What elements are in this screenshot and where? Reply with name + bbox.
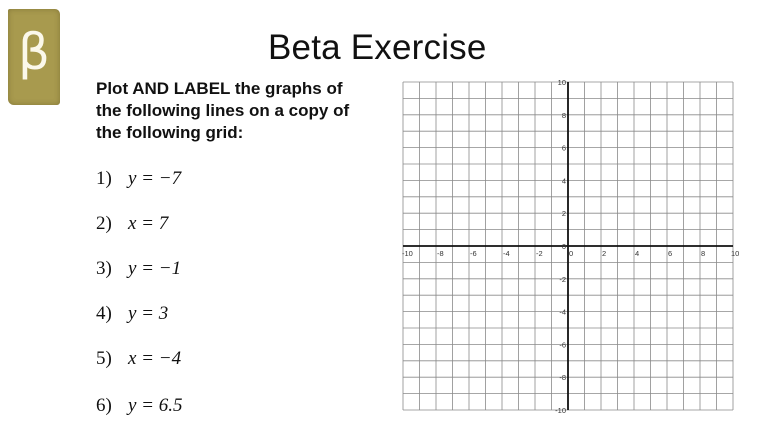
- x-tick-label: 4: [635, 249, 640, 258]
- y-tick-label: -6: [559, 340, 566, 350]
- x-tick-label: 8: [701, 249, 706, 258]
- question-equation: x = 7: [128, 213, 169, 234]
- y-tick-label: -2: [559, 274, 566, 284]
- y-tick-label: 8: [561, 110, 566, 120]
- y-tick-label: 10: [557, 78, 566, 87]
- question-equation: y = −7: [128, 168, 182, 189]
- x-tick-label: -4: [503, 249, 510, 258]
- question-number: 1): [96, 168, 112, 189]
- y-tick-label: -8: [559, 373, 566, 383]
- instructions-text: Plot AND LABEL the graphs of the following lines on a copy of the following grid:: [96, 79, 350, 142]
- y-tick-label: 6: [561, 143, 566, 153]
- y-tick-label: -10: [555, 406, 566, 415]
- question-number: 3): [96, 258, 112, 279]
- y-tick-label: 2: [561, 209, 566, 219]
- question-number: 2): [96, 213, 112, 234]
- question-number: 5): [96, 348, 112, 369]
- question-equation: y = 3: [128, 303, 169, 324]
- y-tick-label: 4: [561, 176, 566, 186]
- question-number: 6): [96, 395, 112, 416]
- x-tick-label: -6: [470, 249, 477, 258]
- x-tick-label: -2: [536, 249, 543, 258]
- y-tick-label: 0: [561, 242, 566, 251]
- x-tick-label: -8: [437, 249, 444, 258]
- x-tick-label: 6: [668, 249, 673, 258]
- x-tick-label: 2: [602, 249, 607, 258]
- x-tick-label: -10: [402, 249, 413, 258]
- page-title: Beta Exercise: [268, 28, 487, 67]
- question-equation: y = −1: [128, 258, 182, 279]
- question-number: 4): [96, 303, 112, 324]
- question-equation: x = −4: [128, 348, 182, 369]
- x-tick-label: 10: [731, 249, 740, 258]
- beta-symbol: β: [18, 23, 50, 81]
- y-tick-label: -4: [559, 307, 566, 317]
- x-tick-label: 0: [569, 249, 574, 258]
- question-equation: y = 6.5: [128, 395, 183, 416]
